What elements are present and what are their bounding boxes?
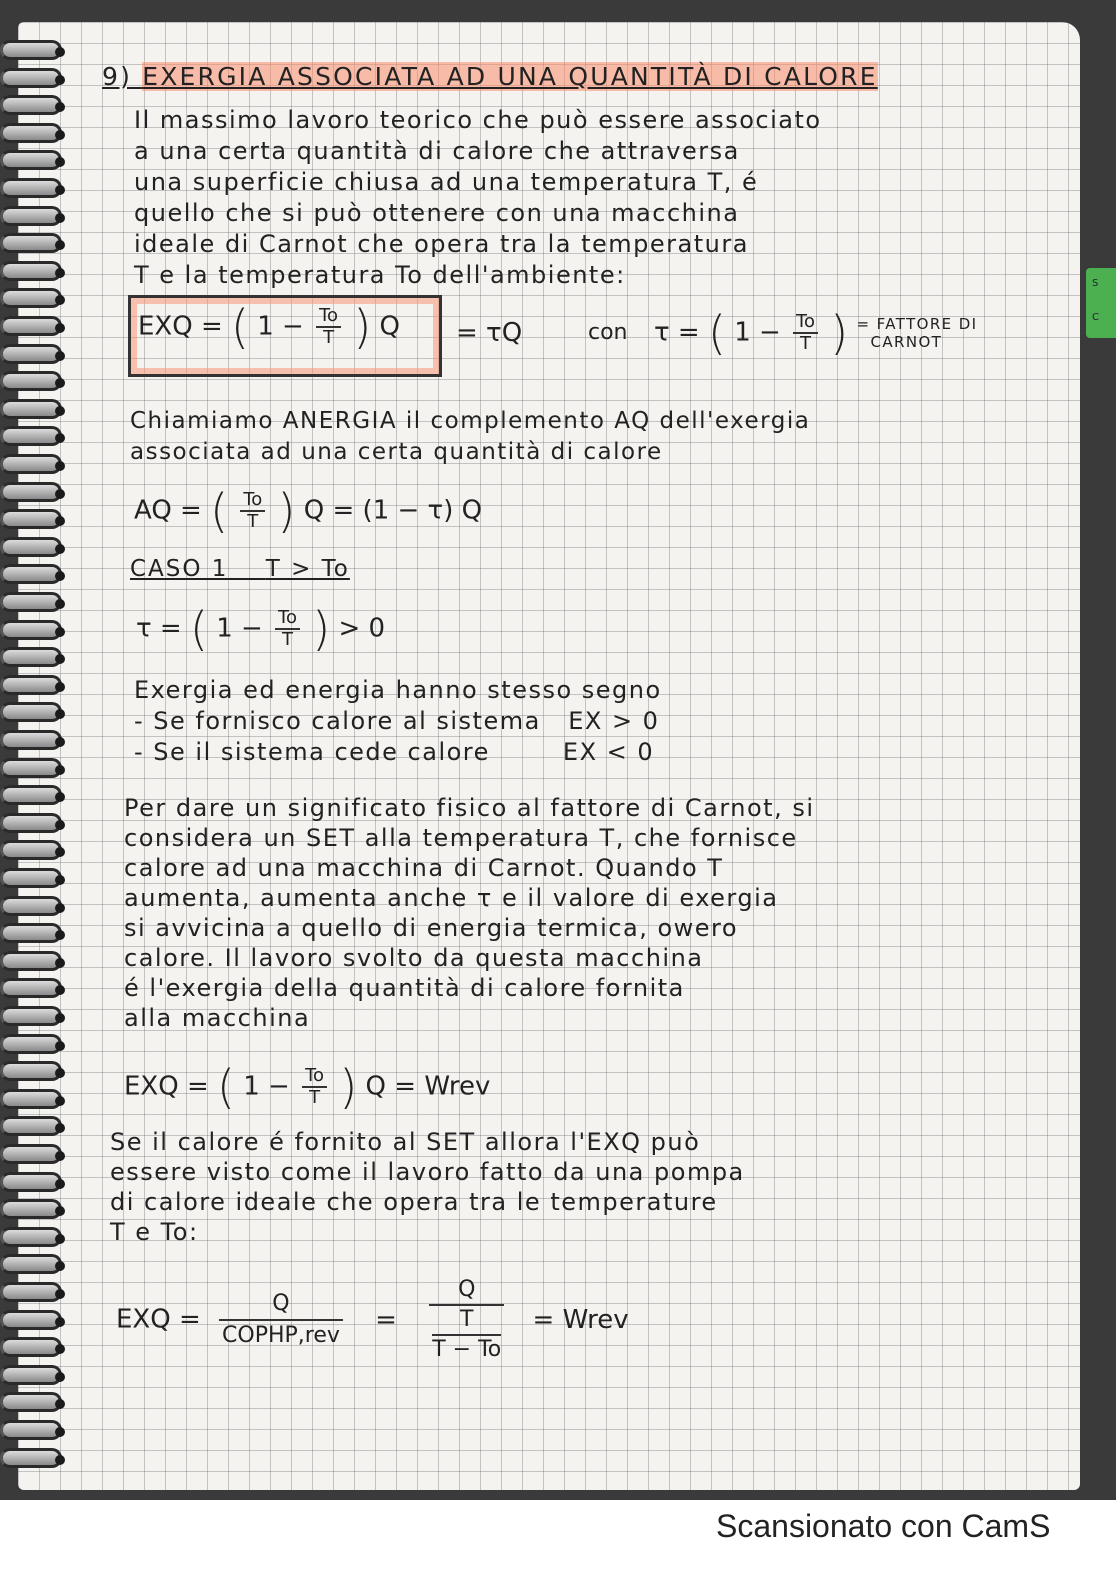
spiral-coil [0,123,62,143]
text-line: Per dare un significato fisico al fattore di Carnot, si [124,794,815,822]
text-line: ideale di Carnot che opera tra la temperatura [134,230,749,258]
spiral-coil [0,675,62,695]
text-line: calore. Il lavoro svolto da questa macchina [124,944,704,972]
spiral-coil [0,1061,62,1081]
formula-q: Q [379,311,401,342]
text-line: una superficie chiusa ad una temperatura T, é [134,168,759,196]
spiral-coil [0,564,62,584]
spiral-coil [0,426,62,446]
spiral-coil [0,1337,62,1357]
spiral-coil [0,1116,62,1136]
spiral-coil [0,537,62,557]
section-title-text: EXERGIA ASSOCIATA AD UNA QUANTITÀ DI CALORE [142,62,878,91]
spiral-coil [0,1282,62,1302]
spiral-coil [0,868,62,888]
spiral-coil [0,1392,62,1412]
text-line: essere visto come il lavoro fatto da una pompa [110,1158,745,1186]
spiral-coil [0,1448,62,1468]
formula-anergia: AQ = ( $\frac{To}{T}$ ) Q = (1 − τ) Q [134,484,483,538]
spiral-coil [0,178,62,198]
spiral-coil [0,647,62,667]
spiral-coil [0,40,62,60]
text-line: alla macchina [124,1004,311,1032]
spiral-coil [0,509,62,529]
formula-lhs: EXQ = [138,311,223,342]
spiral-coil [0,68,62,88]
spiral-coil [0,1227,62,1247]
text-line: Il massimo lavoro teorico che può essere associato [134,106,822,134]
spiral-coil [0,813,62,833]
spiral-coil [0,316,62,336]
spiral-coil [0,150,62,170]
list-item: - Se il sistema cede calore EX < 0 [134,738,655,766]
text-line: di calore ideale che opera tra le temperature [110,1188,718,1216]
spiral-coil [0,840,62,860]
spiral-coil [0,1034,62,1054]
text-line: Se il calore é fornito al SET allora l'EXQ può [110,1128,701,1156]
spiral-coil [0,978,62,998]
formula-con: con [588,320,628,345]
spiral-coil [0,592,62,612]
spiral-coil [0,758,62,778]
formula-cop: EXQ = $\frac{Q}{\text{COPHP,rev}}$ = Q T T − To = Wrev [116,1277,629,1362]
text-line: quello che si può ottenere con una macchina [134,199,740,227]
formula-exergy-heat: EXQ = ( 1 − $\frac{To}{T}$ ) Q [138,300,401,354]
spiral-coil [0,261,62,281]
spiral-coil [0,730,62,750]
text-line: calore ad una macchina di Carnot. Quando T [124,854,724,882]
spiral-coil [0,1144,62,1164]
text-line: si avvicina a quello di energia termica, owero [124,914,739,942]
section-title [102,62,878,91]
green-page-tab: S C [1086,268,1116,338]
formula-tau-definition: τ = ( 1 − $\frac{To}{T}$ ) = FATTORE DI CARNOT [654,306,978,360]
spiral-coil [0,233,62,253]
spiral-coil [0,1089,62,1109]
spiral-coil [0,482,62,502]
formula-tau-positive: τ = ( 1 − $\frac{To}{T}$ ) > 0 [136,602,386,656]
spiral-coil [0,896,62,916]
section-number: 9) [102,62,133,91]
spiral-coil [0,454,62,474]
spiral-coil [0,951,62,971]
text-line: T e la temperatura To dell'ambiente: [134,261,626,289]
text-line: a una certa quantità di calore che attraversa [134,137,740,165]
spiral-coil [0,399,62,419]
list-item: - Se fornisco calore al sistema EX > 0 [134,707,660,735]
spiral-coil [0,1199,62,1219]
spiral-coil [0,923,62,943]
text-line: Chiamiamo ANERGIA il complemento AQ dell'exergia [130,408,811,434]
spiral-coil [0,620,62,640]
spiral-coil [0,288,62,308]
spiral-binding [0,40,70,1490]
spiral-coil [0,344,62,364]
text-line: considera un SET alla temperatura T, che fornisce [124,824,798,852]
text-line: Exergia ed energia hanno stesso segno [134,676,662,704]
scanner-footer: Scansionato con CamS [716,1508,1051,1544]
spiral-coil [0,785,62,805]
carnot-factor-label: = FATTORE DI CARNOT [856,315,978,351]
text-line: T e To: [110,1218,199,1246]
spiral-coil [0,1006,62,1026]
spiral-coil [0,1420,62,1440]
case-1-heading: CASO 1 T > To [130,556,350,582]
spiral-coil [0,1254,62,1274]
text-line: associata ad una certa quantità di calore [130,439,663,465]
spiral-coil [0,1365,62,1385]
spiral-coil [0,702,62,722]
text-line: aumenta, aumenta anche τ e il valore di exergia [124,884,779,912]
formula-one-minus: 1 − [257,311,304,342]
spiral-coil [0,371,62,391]
spiral-coil [0,1172,62,1192]
spiral-coil [0,95,62,115]
spiral-coil [0,206,62,226]
fraction-to-over-t: $\frac{To}{T}$ [316,306,341,348]
formula-tau-q: = τQ [456,318,523,348]
spiral-coil [0,1310,62,1330]
formula-wrev: EXQ = ( 1 − $\frac{To}{T}$ ) Q = Wrev [124,1060,491,1114]
text-line: é l'exergia della quantità di calore fornita [124,974,685,1002]
